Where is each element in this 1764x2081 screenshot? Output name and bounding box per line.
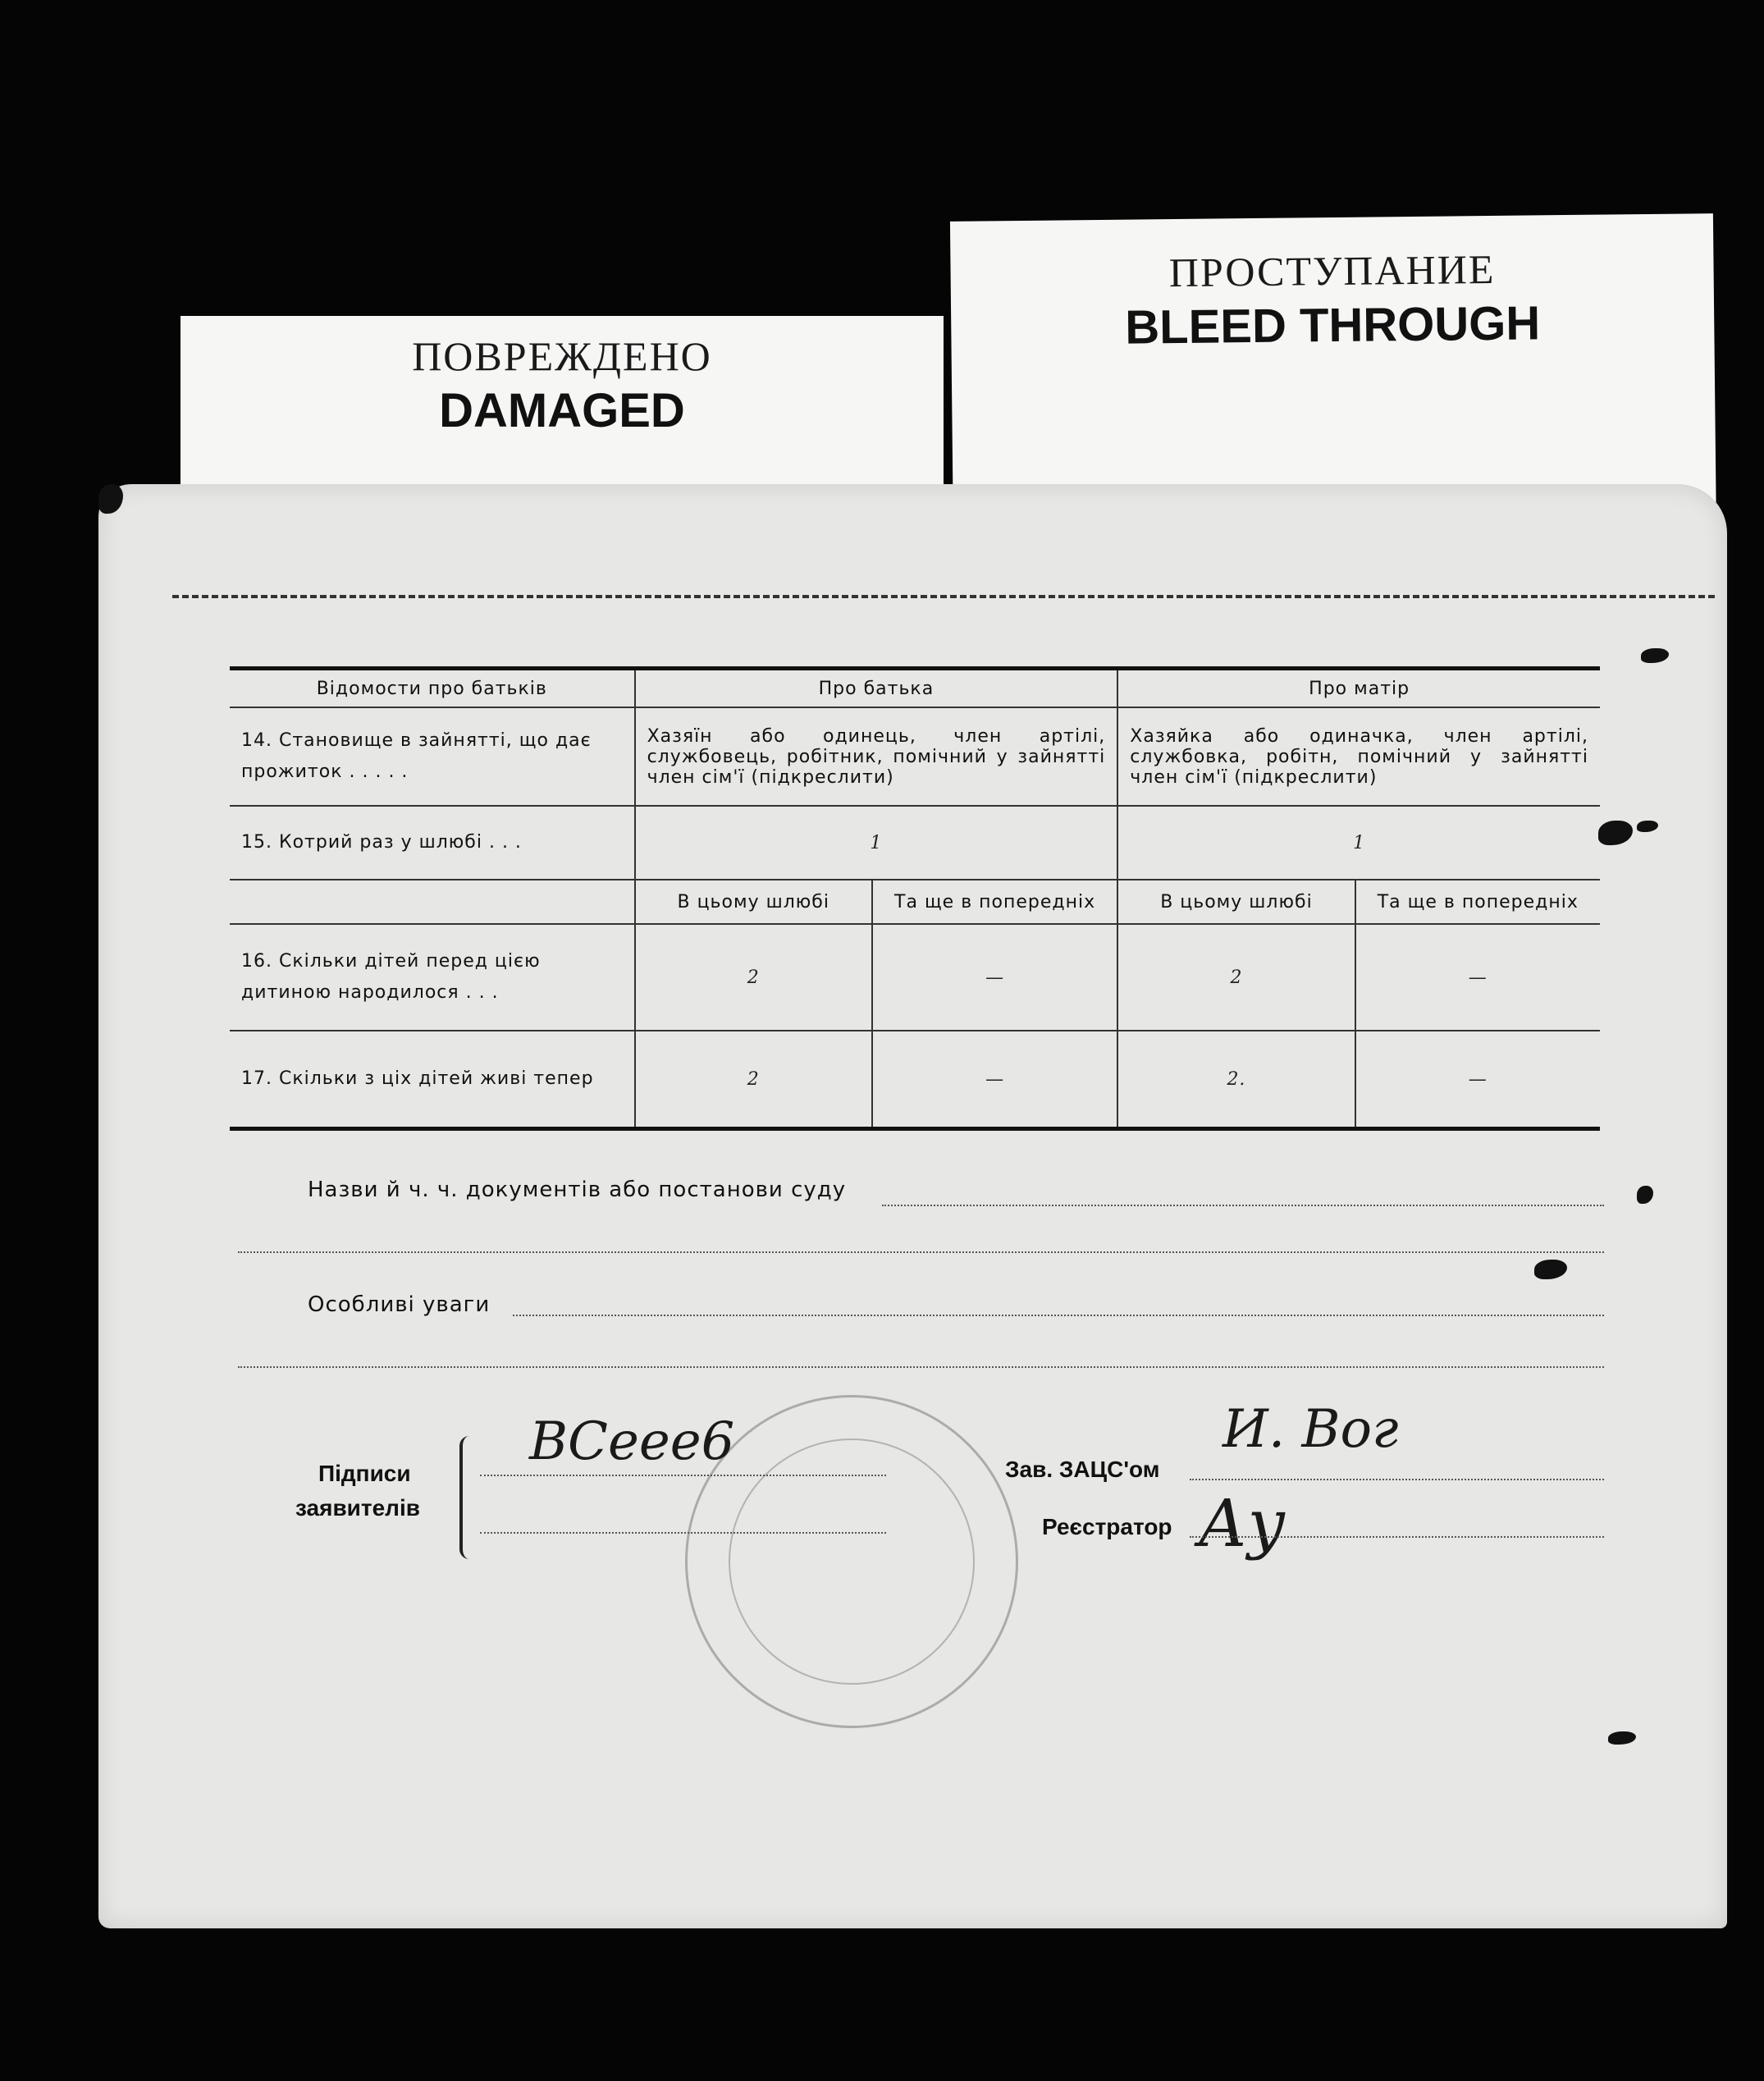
perforation-line xyxy=(172,595,1715,598)
subheader-father-this: В цьому шлюбі xyxy=(635,880,872,924)
damage-hole xyxy=(1637,1186,1653,1204)
header-section: Відомости про батьків xyxy=(230,669,635,708)
damage-hole xyxy=(1534,1260,1567,1279)
row17-father-this: 2 xyxy=(635,1031,872,1129)
row14-label: 14. Становище в зайнятті, що дає прожиток . . . . . xyxy=(230,707,635,806)
header-father: Про батька xyxy=(635,669,1118,708)
damaged-label-en: DAMAGED xyxy=(439,384,685,437)
notes-line xyxy=(513,1315,1604,1316)
row17-father-prev: — xyxy=(872,1031,1117,1129)
head-label: Зав. ЗАЦС'ом xyxy=(1005,1457,1160,1482)
subheader-father-prev: Та ще в попередніх xyxy=(872,880,1117,924)
row17-mother-prev: — xyxy=(1355,1031,1600,1129)
row15-father: 1 xyxy=(635,806,1118,880)
header-mother: Про матір xyxy=(1117,669,1600,708)
row16-label: 16. Скільки дітей перед цією дитиною народилося . . . xyxy=(230,924,635,1031)
row16-mother-this: 2 xyxy=(1117,924,1355,1031)
table-row-15 xyxy=(230,806,1600,880)
damage-hole xyxy=(1598,821,1633,845)
documents-line xyxy=(882,1205,1604,1206)
row14-father: Хазяїн або одинець, член артілі, службовець, робітник, помічний у зайнятті член сім'ї (підкреслити) xyxy=(635,707,1118,806)
signatures-label-2: заявителів xyxy=(295,1495,420,1521)
table-row-14 xyxy=(230,707,1600,806)
row17-mother-this: 2. xyxy=(1117,1031,1355,1129)
documents-line-2 xyxy=(238,1251,1604,1253)
applicant-signature-line-2 xyxy=(480,1532,886,1534)
documents-label: Назви й ч. ч. документів або постанови суду xyxy=(308,1178,847,1202)
table-row-16 xyxy=(230,924,1600,1031)
row14-mother: Хазяйка або одиначка, член артілі, службовка, робітн, помічний у зайнятті член сім'ї (підкреслити) xyxy=(1117,707,1600,806)
subheader-blank xyxy=(230,880,635,924)
damaged-label-ru: ПОВРЕЖДЕНО xyxy=(412,333,712,379)
subheader-mother-this: В цьому шлюбі xyxy=(1117,880,1355,924)
parents-info-table xyxy=(230,666,1600,1131)
applicant-signature-line xyxy=(480,1475,886,1476)
bleed-label-en: BLEED THROUGH xyxy=(1125,296,1541,354)
registrar-signature: Ау xyxy=(1198,1485,1286,1562)
registrar-label: Реєстратор xyxy=(1042,1514,1172,1539)
registry-form-sheet xyxy=(98,484,1727,1928)
head-signature: И. Вог xyxy=(1222,1399,1399,1460)
row15-mother: 1 xyxy=(1117,806,1600,880)
notes-label: Особливі уваги xyxy=(308,1292,491,1317)
subheader-mother-prev: Та ще в попередніх xyxy=(1355,880,1600,924)
table-row-17 xyxy=(230,1031,1600,1129)
damage-hole xyxy=(1641,648,1669,663)
table-subheader-row xyxy=(230,880,1600,924)
row16-father-prev: — xyxy=(872,924,1117,1031)
registrar-signature-line xyxy=(1190,1536,1604,1538)
official-stamp xyxy=(685,1395,1018,1728)
row15-label: 15. Котрий раз у шлюбі . . . xyxy=(230,806,635,880)
damage-hole xyxy=(1637,821,1658,832)
head-signature-line xyxy=(1190,1479,1604,1480)
applicant-signature: ВСеее6 xyxy=(529,1411,735,1472)
signature-brace xyxy=(459,1436,474,1559)
row16-mother-prev: — xyxy=(1355,924,1600,1031)
table-header-row xyxy=(230,669,1600,708)
row17-label: 17. Скільки з ціх дітей живі тепер xyxy=(230,1031,635,1129)
bleed-label-ru: ПРОСТУПАНИЕ xyxy=(1168,245,1496,296)
notes-line-2 xyxy=(238,1366,1604,1368)
signatures-label-1: Підписи xyxy=(318,1461,411,1486)
damage-hole xyxy=(1608,1731,1636,1745)
row16-father-this: 2 xyxy=(635,924,872,1031)
damage-hole xyxy=(98,484,123,514)
